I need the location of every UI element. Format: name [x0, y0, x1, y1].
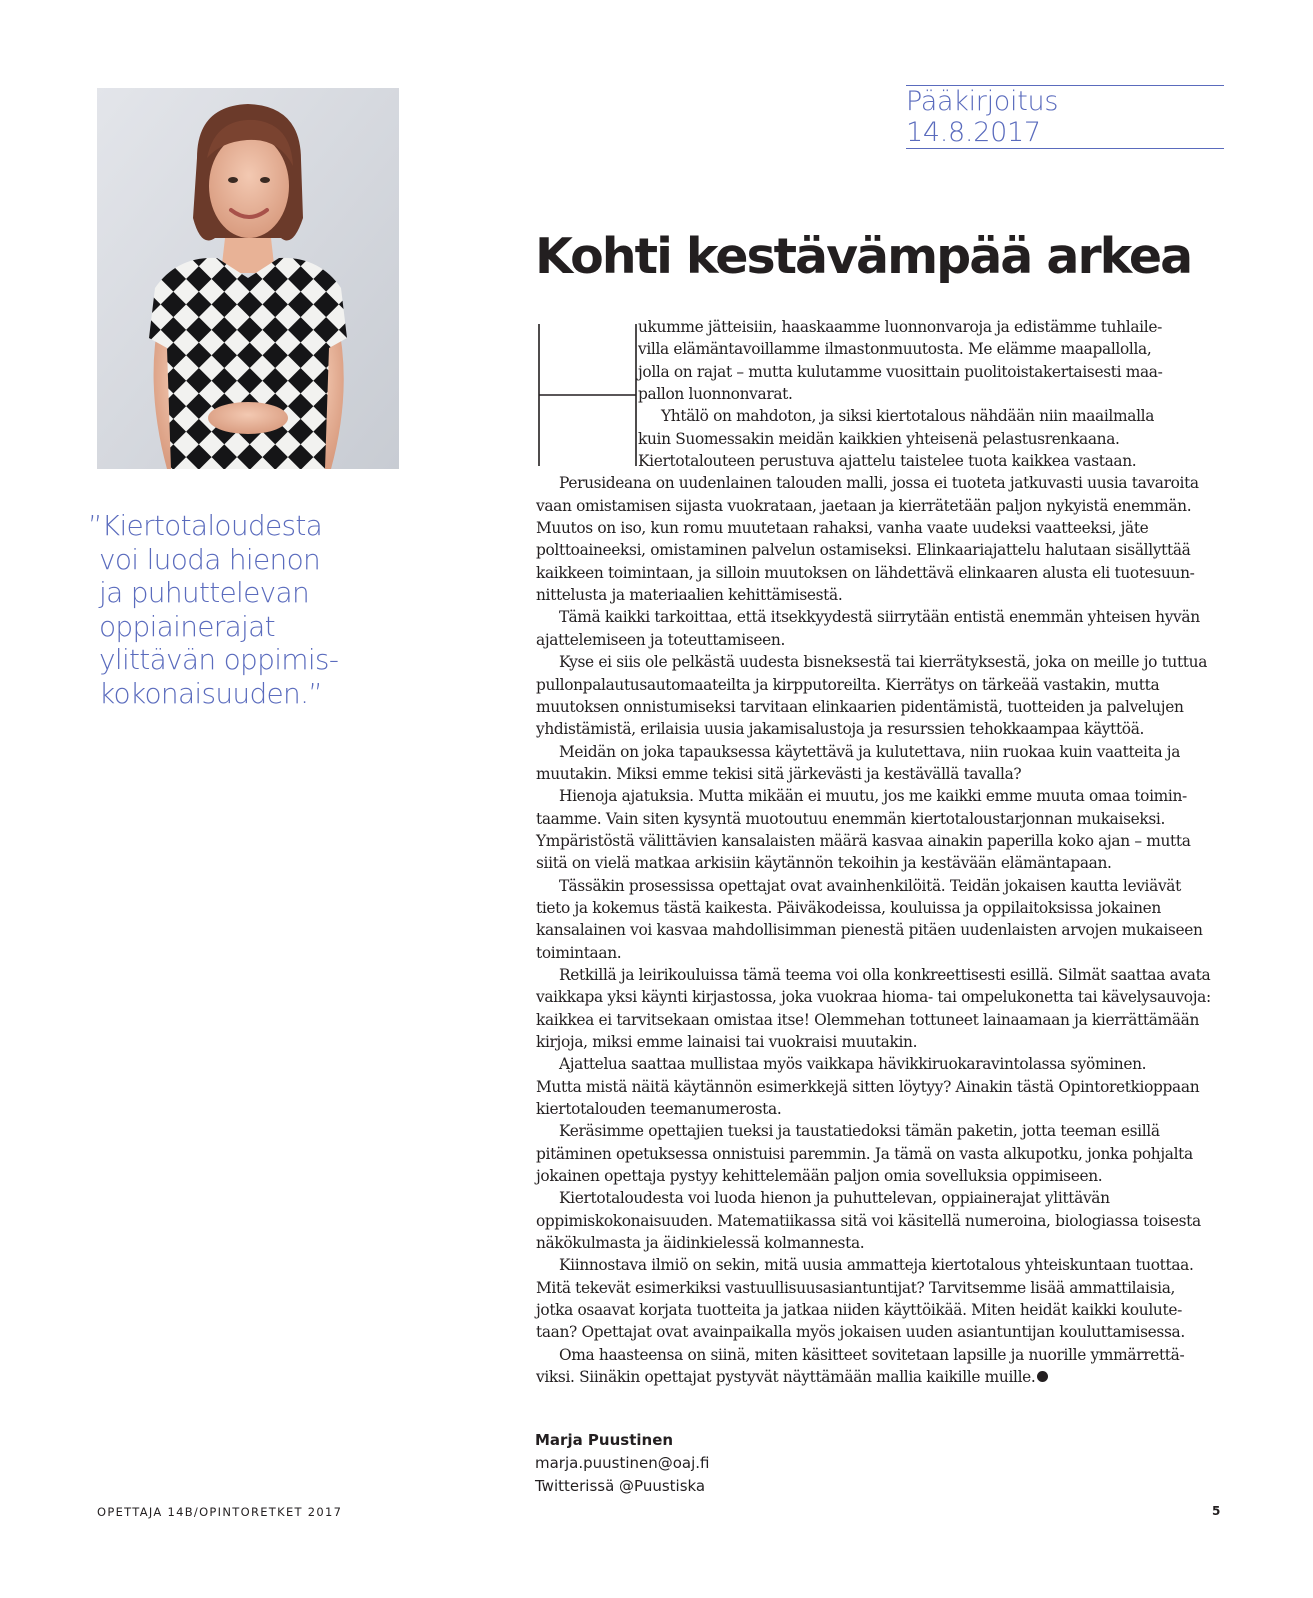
body-line: Keräsimme opettajien tueksi ja taustatiedoksi tämän paketin, jotta teeman esillä — [559, 1122, 1160, 1141]
body-line: taamme. Vain siten kysyntä muotoutuu enemmän kiertotaloustarjonnan mukaiseksi. — [536, 809, 1166, 828]
pull-quote-line: ja puhuttelevan — [99, 576, 310, 609]
body-line: villa elämäntavoillamme ilmastonmuutosta. Me elämme maapallolla, — [638, 340, 1152, 359]
body-line: kaikkea ei tarvitsekaan omistaa itse! Olemmehan tottuneet lainaamaan ja kierrättämään — [536, 1010, 1200, 1029]
page-number: 5 — [1212, 1504, 1221, 1518]
body-line-last — [536, 1366, 1226, 1388]
pull-quote-line: oppiainerajat — [99, 609, 275, 643]
body-line: Yhtälö on mahdoton, ja siksi kiertotalous nähdään niin maailmalla — [661, 407, 1155, 426]
signature — [535, 1429, 710, 1498]
body-line: tieto ja kokemus tästä kaikesta. Päiväkodeissa, kouluissa ja oppilaitoksissa jokainen — [536, 898, 1161, 917]
body-line: Kyse ei siis ole pelkästä uudesta bisneksestä tai kierrätyksestä, joka on meille jo tuttua — [559, 653, 1208, 672]
body-line: Mutta mistä näitä käytännön esimerkkejä sitten löytyy? Ainakin tästä Opintoretkioppaan — [536, 1077, 1200, 1096]
article-title: Kohti kestävämpää arkea — [535, 228, 1192, 285]
body-line: muutakin. Miksi emme tekisi sitä järkevästi ja kestävällä tavalla? — [536, 764, 1022, 783]
body-line: vaikkapa yksi käynti kirjastossa, joka vuokraa hioma- tai ompelukonetta tai kävelysauvoja: — [536, 988, 1211, 1007]
body-line: Tämä kaikki tarkoittaa, että itsekkyydestä siirrytään entistä enemmän yhteisen hyvän — [559, 608, 1200, 627]
author-name: Marja Puustinen — [535, 1431, 674, 1449]
body-line: jotka osaavat korjata tuotteita ja jatkaa niiden käyttöikää. Miten heidät kaikki koulute- — [536, 1301, 1182, 1320]
body-line: kuin Suomessakin meidän kaikkien yhteisenä pelastusrenkaana. — [638, 429, 1120, 448]
body-line: nittelusta ja materiaalien kehittämisestä. — [536, 586, 843, 605]
pull-quote-line: kokonaisuuden.” — [99, 676, 323, 710]
body-line: Kiinnostava ilmiö on sekin, mitä uusia ammatteja kiertotalous yhteiskuntaan tuottaa. — [559, 1256, 1194, 1275]
body-line: polttoaineeksi, omistaminen palvelun ostamiseksi. Elinkaariajattelu halutaan sisällyttää — [536, 541, 1191, 560]
body-line: toimintaan. — [536, 943, 622, 962]
body-line: Kiertotalouteen perustuva ajattelu taistelee tuota kaikkea vastaan. — [638, 452, 1137, 471]
section-header — [906, 85, 1224, 149]
author-photo — [97, 88, 399, 469]
body-line: näkökulmasta ja äidinkielessä kolmannesta. — [536, 1234, 865, 1253]
end-mark-icon — [1037, 1371, 1048, 1382]
body-line: Oma haasteensa on siinä, miten käsitteet sovitetaan lapsille ja nuorille ymmärrettä- — [559, 1345, 1185, 1364]
body-line: ukumme jätteisiin, haaskaamme luonnonvaroja ja edistämme tuhlaile- — [638, 318, 1162, 336]
body-line: Meidän on joka tapauksessa käytettävä ja kulutettava, niin ruokaa kuin vaatteita ja — [559, 742, 1181, 761]
body-line-text: viksi. Siinäkin opettajat pystyvät näyttämään mallia kaikille muille. — [536, 1368, 1036, 1387]
body-line: siitä on vielä matkaa arkisiin käytännön tekoihin ja kestävään elämäntapaan. — [536, 854, 1112, 873]
body-line: Mitä tekevät esimerkiksi vastuullisuusasiantuntijat? Tarvitsemme lisää ammattilaisia, — [536, 1278, 1176, 1297]
body-line: Ajattelua saattaa mullistaa myös vaikkapa hävikkiruokaravintolassa syöminen. — [559, 1055, 1147, 1074]
author-email[interactable]: marja.puustinen@oaj.fi — [535, 1454, 710, 1472]
body-line: Hienoja ajatuksia. Mutta mikään ei muutu, jos me kaikki emme muuta omaa toimin- — [559, 787, 1187, 806]
article-body — [536, 316, 1226, 1389]
pull-quote-line: voi luoda hienon — [99, 542, 321, 576]
footer-publication: OPETTAJA 14B/OPINTORETKET 2017 — [97, 1505, 343, 1519]
body-line: Ympäristöstä välittävien kansalaisten määrä kasvaa ainakin paperilla koko ajan – mutta — [536, 831, 1191, 850]
body-line: muutoksen onnistumiseksi tarvitaan elinkaarien pidentämistä, tuotteiden ja palvelujen — [536, 697, 1184, 716]
body-line: kiertotalouden teemanumerosta. — [536, 1100, 782, 1119]
body-line: Tässäkin prosessissa opettajat ovat avainhenkilöitä. Teidän jokaisen kautta leviävät — [559, 876, 1181, 895]
body-line: pitäminen opetuksessa onnistuisi paremmin. Ja tämä on vasta alkupotku, jonka pohjalta — [536, 1144, 1193, 1163]
body-line: taan? Opettajat ovat avainpaikalla myös jokaisen uuden asiantuntijan kouluttamisessa. — [536, 1323, 1185, 1342]
body-line: jokainen opettaja pystyy kehittelemään paljon omia sovelluksia oppimiseen. — [536, 1167, 1103, 1186]
pull-quote-line: ”Kiertotaloudesta — [88, 509, 323, 542]
body-line: Muutos on iso, kun romu muutetaan rahaksi, vanha vaate uudeksi vaatteeksi, jäte — [536, 519, 1149, 538]
pull-quote-line: ylittävän oppimis- — [99, 643, 339, 676]
pull-quote — [88, 509, 388, 710]
body-line: kaikkeen toimintaan, ja silloin muutoksen on lähdettävä elinkaaren alusta eli tuotesuun- — [536, 563, 1195, 582]
body-line: ajattelemiseen ja toteuttamiseen. — [536, 630, 785, 649]
body-line: jolla on rajat – mutta kulutamme vuosittain puolitoistakertaisesti maa- — [638, 362, 1163, 381]
body-line: yhdistämistä, erilaisia uusia jakamisalustoja ja resurssien tehokkaampaa käyttöä. — [536, 720, 1145, 739]
body-line: kirjoja, miksi emme lainaisi tai vuokraisi muutakin. — [536, 1033, 918, 1051]
section-label: Pääkirjoitus 14.8.2017 — [906, 86, 1059, 148]
body-line: Retkillä ja leirikouluissa tämä teema voi olla konkreettisesti esillä. Silmät saattaa avata — [559, 965, 1211, 984]
body-line: Kiertotaloudesta voi luoda hienon ja puhuttelevan, oppiainerajat ylittävän — [559, 1189, 1110, 1208]
author-twitter[interactable]: Twitterissä @Puustiska — [535, 1477, 706, 1495]
body-line: kansalainen voi kasvaa mahdollisimman pienestä pitäen uudenlaisten arvojen mukaiseen — [536, 921, 1203, 940]
body-line: Perusideana on uudenlainen talouden malli, jossa ei tuoteta jatkuvasti uusia tavaroita — [559, 474, 1199, 493]
body-line: vaan omistamisen sijasta vuokrataan, jaetaan ja kierrätetään paljon nykyistä enemmän. — [536, 496, 1192, 515]
body-line: pallon luonnonvarat. — [638, 385, 793, 404]
body-line: pullonpalautusautomaateilta ja kirpputoreilta. Kierrätys on tärkeää vastakin, mutta — [536, 675, 1160, 694]
body-line: oppimiskokonaisuuden. Matematiikassa sitä voi käsitellä numeroina, biologiassa toisesta — [536, 1211, 1201, 1230]
